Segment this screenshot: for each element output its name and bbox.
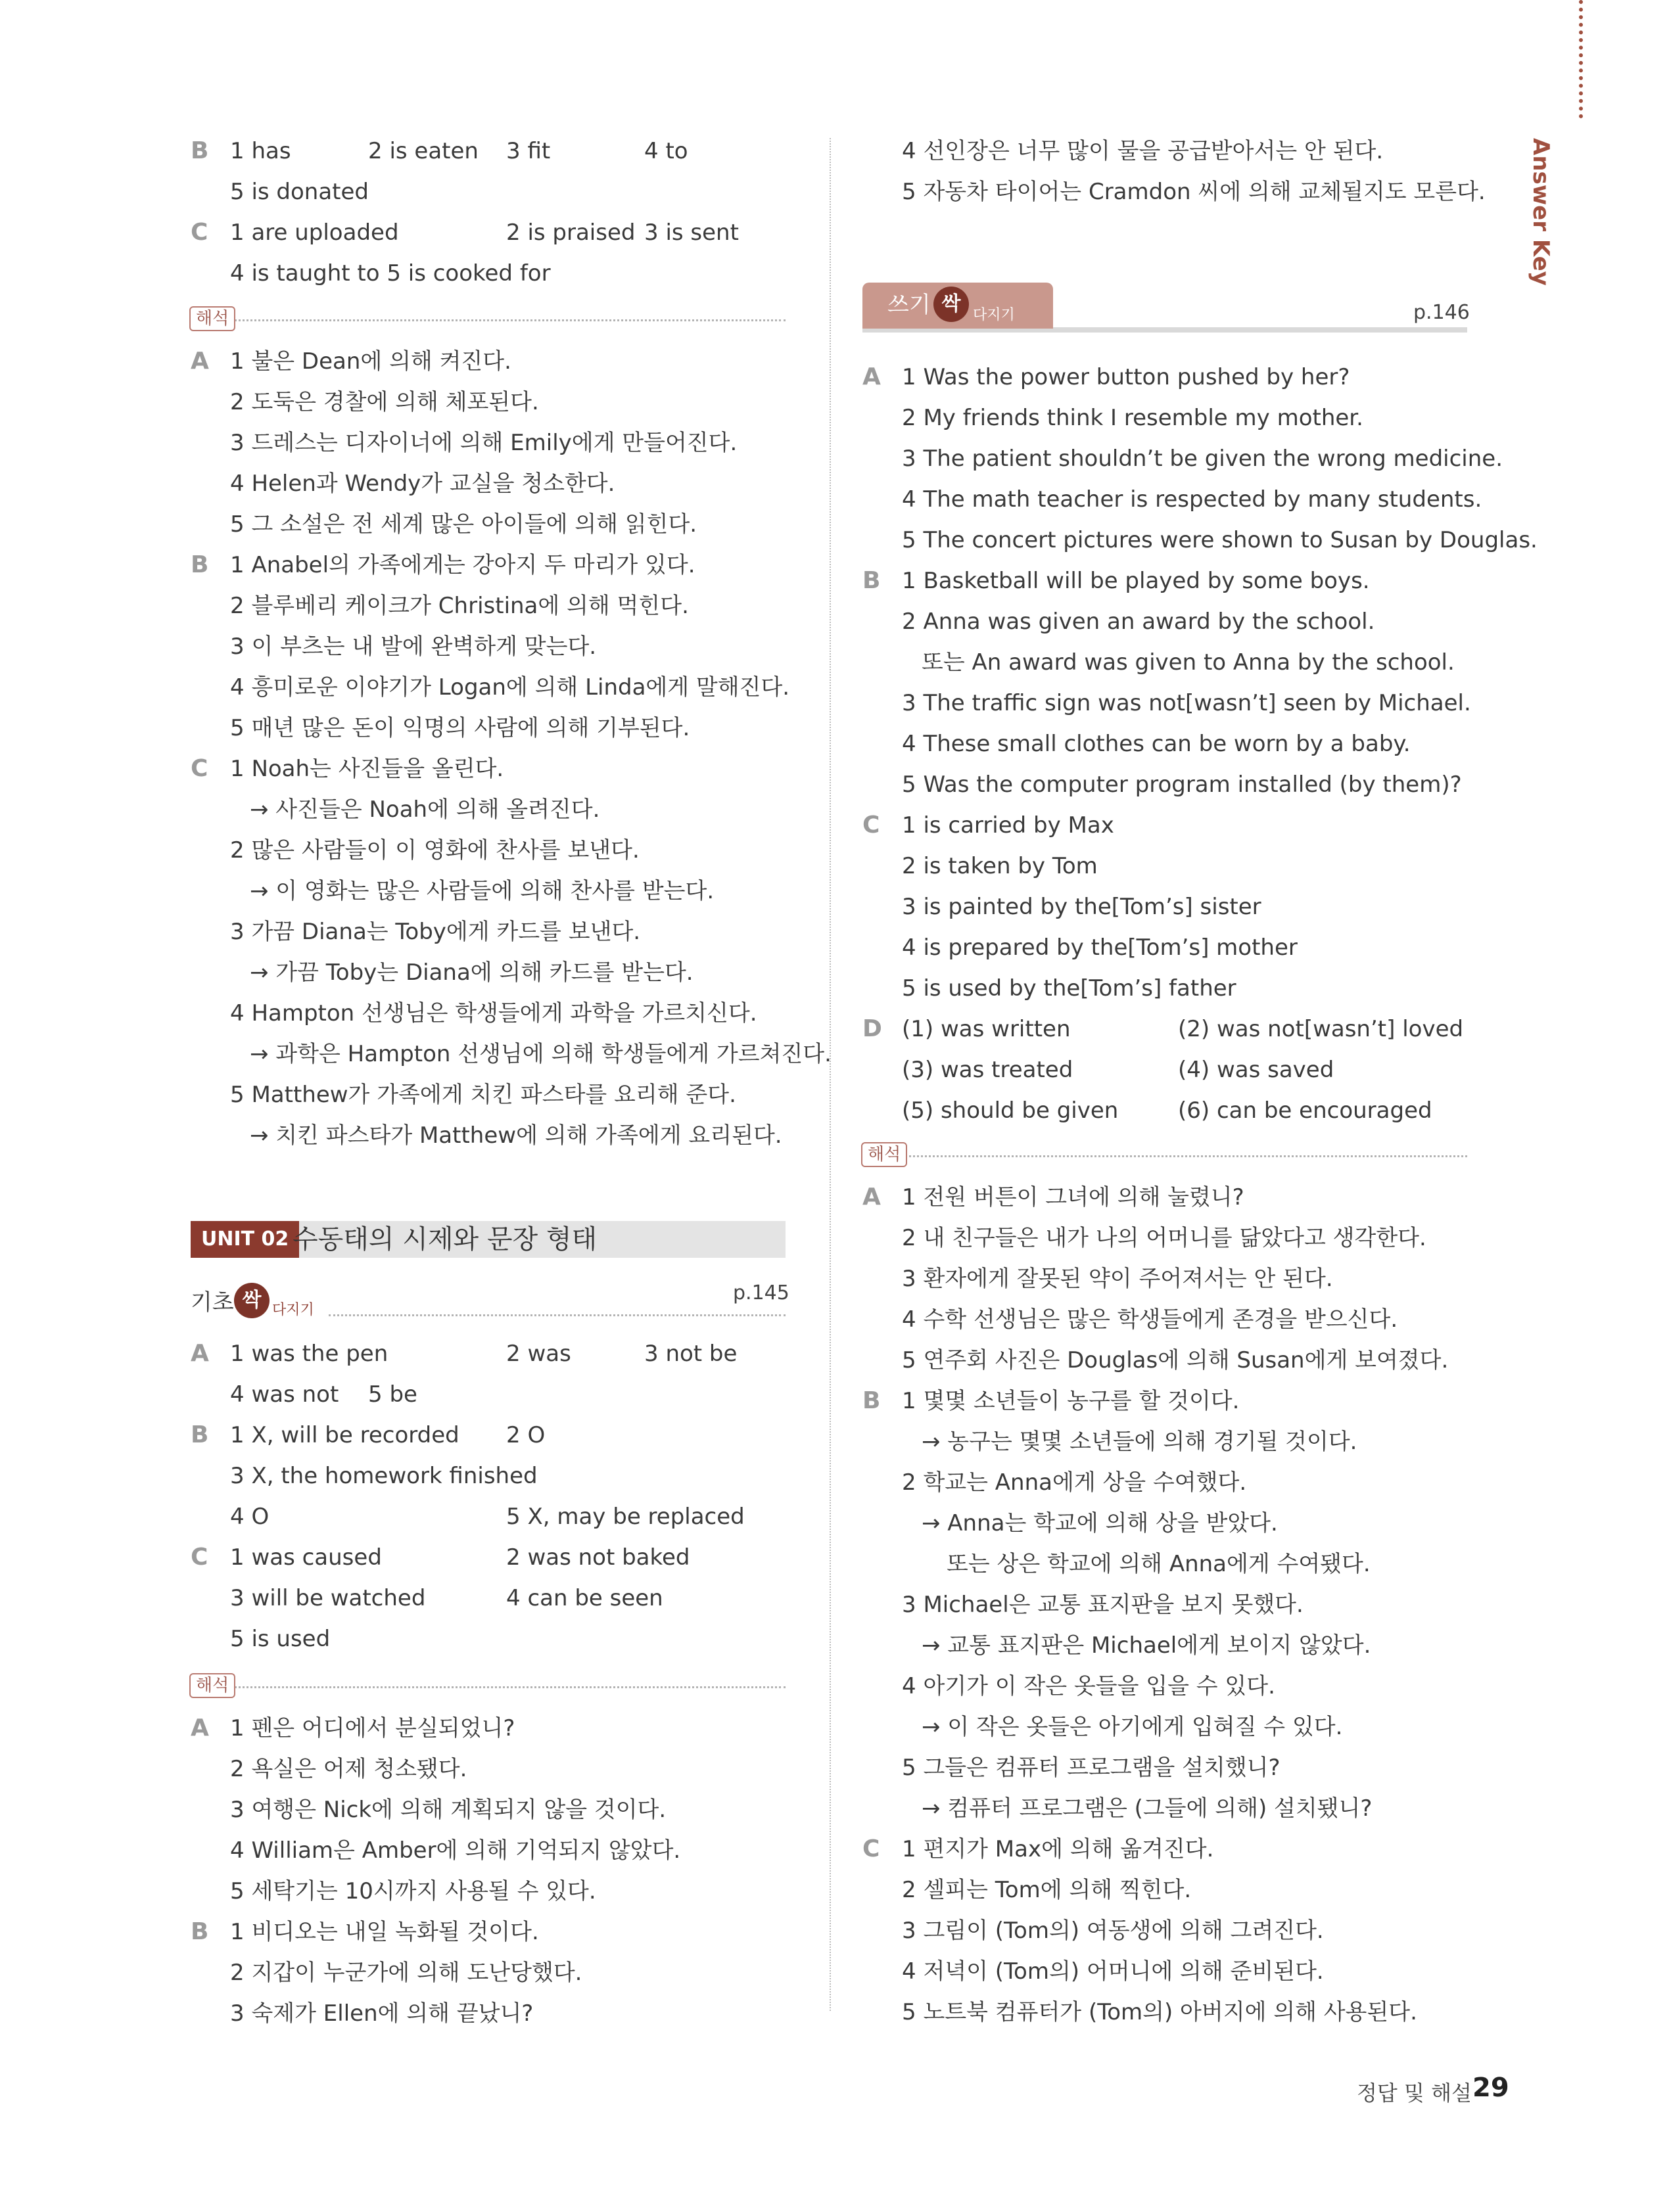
translation-line: 3 여행은 Nick에 의해 계획되지 않을 것이다.: [230, 1797, 667, 1823]
answer-item: 2 is eaten: [368, 138, 479, 164]
translation-line: 5 그들은 컴퓨터 프로그램을 설치했니?: [902, 1755, 1281, 1781]
section-letter: C: [191, 755, 208, 782]
answer-item: 5 is used: [230, 1626, 331, 1652]
translation-line: → 이 작은 옷들은 아기에게 입혀질 수 있다.: [922, 1714, 1343, 1740]
translation-line: 4 수학 선생님은 많은 학생들에게 존경을 받으신다.: [902, 1306, 1398, 1333]
translation-line: 4 William은 Amber에 의해 기억되지 않았다.: [230, 1837, 681, 1864]
translation-line: 5 세탁기는 10시까지 사용될 수 있다.: [230, 1878, 596, 1904]
answer-item: 4 is taught to 5 is cooked for: [230, 260, 551, 287]
ssak-badge: 싹: [933, 287, 969, 322]
answer-item: 5 The concert pictures were shown to Susan by Douglas.: [902, 527, 1538, 553]
section-letter: B: [191, 551, 209, 578]
translation-line: 1 불은 Dean에 의해 켜진다.: [230, 348, 511, 375]
translation-line: 5 매년 많은 돈이 익명의 사람에 의해 기부된다.: [230, 715, 690, 741]
answer-item: 4 was not: [230, 1381, 339, 1408]
section-letter: B: [862, 1387, 881, 1414]
section-letter: A: [191, 1340, 209, 1367]
answer-item: 1 are uploaded: [230, 219, 399, 246]
answer-item: (2) was not[wasn’t] loved: [1178, 1016, 1464, 1042]
haeseok-label: 해석: [189, 306, 235, 331]
answer-item: 5 Was the computer program installed (by them)?: [902, 772, 1462, 798]
answer-item: 1 has: [230, 138, 291, 164]
translation-line: → 컴퓨터 프로그램은 (그들에 의해) 설치됐니?: [922, 1795, 1373, 1822]
answer-item: 3 The traffic sign was not[wasn’t] seen by Michael.: [902, 690, 1471, 716]
translation-line: 4 선인장은 너무 많이 물을 공급받아서는 안 된다.: [902, 138, 1384, 164]
section-letter: C: [862, 812, 880, 839]
translation-line: 1 Noah는 사진들을 올린다.: [230, 756, 504, 782]
answer-item: 4 is prepared by the[Tom’s] mother: [902, 934, 1298, 961]
translation-line: 1 편지가 Max에 의해 옮겨진다.: [902, 1836, 1214, 1862]
answer-item: 4 O: [230, 1504, 270, 1530]
answer-item: 4 The math teacher is respected by many students.: [902, 486, 1482, 513]
translation-line: 1 Anabel의 가족에게는 강아지 두 마리가 있다.: [230, 552, 695, 578]
translation-line: 1 전원 버튼이 그녀에 의해 눌렸니?: [902, 1184, 1244, 1210]
answer-item: 3 is sent: [644, 219, 739, 246]
answer-item: 2 was not baked: [506, 1544, 690, 1571]
side-dotted-bar: [1579, 0, 1583, 118]
translation-line: 5 자동차 타이어는 Cramdon 씨에 의해 교체될지도 모른다.: [902, 179, 1486, 205]
answer-item: (6) can be encouraged: [1178, 1097, 1432, 1124]
answer-item: 5 is donated: [230, 179, 369, 205]
translation-line: → 이 영화는 많은 사람들에 의해 찬사를 받는다.: [250, 878, 715, 904]
answer-item: 1 was caused: [230, 1544, 382, 1571]
answer-item: 3 is painted by the[Tom’s] sister: [902, 894, 1261, 920]
translation-line: 3 그림이 (Tom의) 여동생에 의해 그려진다.: [902, 1918, 1324, 1944]
kicho-label: 기초: [191, 1289, 234, 1316]
answer-item: 2 Anna was given an award by the school.: [902, 609, 1375, 635]
answer-item: 3 X, the homework finished: [230, 1463, 538, 1489]
answer-item: 1 Basketball will be played by some boys.: [902, 568, 1370, 594]
answer-item: (4) was saved: [1178, 1057, 1334, 1083]
translation-line: 4 저녁이 (Tom의) 어머니에 의해 준비된다.: [902, 1958, 1324, 1985]
section-letter: B: [191, 1918, 209, 1945]
answer-item: 3 The patient shouldn’t be given the wrong medicine.: [902, 446, 1503, 472]
answer-item: (5) should be given: [902, 1097, 1119, 1124]
section-letter: A: [862, 363, 881, 390]
answer-item: 2 is praised: [506, 219, 636, 246]
dotted-rule: [230, 1686, 786, 1688]
answer-item: 또는 An award was given to Anna by the school.: [922, 649, 1455, 676]
translation-line: 3 드레스는 디자이너에 의해 Emily에게 만들어진다.: [230, 430, 738, 456]
answer-item: 1 Was the power button pushed by her?: [902, 364, 1350, 390]
translation-line: 3 가끔 Diana는 Toby에게 카드를 보낸다.: [230, 919, 641, 945]
answer-item: 1 X, will be recorded: [230, 1422, 459, 1448]
answer-item: 2 is taken by Tom: [902, 853, 1098, 879]
unit-title: 수동태의 시제와 문장 형태: [293, 1224, 598, 1255]
section-letter: C: [191, 1544, 208, 1571]
section-letter: A: [862, 1184, 881, 1210]
translation-line: 2 학교는 Anna에게 상을 수여했다.: [902, 1469, 1247, 1496]
translation-line: → 가끔 Toby는 Diana에 의해 카드를 받는다.: [250, 959, 693, 986]
answer-item: 1 was the pen: [230, 1341, 388, 1367]
translation-line: → Anna는 학교에 의해 상을 받았다.: [922, 1510, 1278, 1536]
answer-item: 4 can be seen: [506, 1585, 663, 1611]
translation-line: 5 Matthew가 가족에게 치킨 파스타를 요리해 준다.: [230, 1082, 736, 1108]
sseugi-label: 쓰기: [887, 292, 931, 318]
translation-line: 3 숙제가 Ellen에 의해 끝났니?: [230, 2000, 534, 2027]
page-ref: p.146: [1413, 301, 1470, 324]
section-letter: B: [191, 1421, 209, 1448]
translation-line: 2 셀피는 Tom에 의해 찍힌다.: [902, 1877, 1192, 1903]
section-letter: D: [862, 1015, 882, 1042]
translation-line: → 교통 표지판은 Michael에게 보이지 않았다.: [922, 1632, 1371, 1659]
translation-line: 2 욕실은 어제 청소됐다.: [230, 1756, 467, 1782]
answer-item: 4 These small clothes can be worn by a baby.: [902, 731, 1411, 757]
translation-line: → 농구는 몇몇 소년들에 의해 경기될 것이다.: [922, 1429, 1357, 1455]
section-letter: C: [862, 1835, 880, 1862]
page-ref: p.145: [733, 1281, 789, 1304]
answer-item: 2 O: [506, 1422, 546, 1448]
translation-line: 1 펜은 어디에서 분실되었니?: [230, 1715, 515, 1741]
translation-line: → 사진들은 Noah에 의해 올려진다.: [250, 796, 600, 823]
unit-badge: UNIT 02: [191, 1221, 299, 1258]
answer-item: (1) was written: [902, 1016, 1071, 1042]
answer-item: 1 is carried by Max: [902, 812, 1114, 839]
dotted-rule: [329, 1314, 786, 1316]
answer-item: 5 X, may be replaced: [506, 1504, 745, 1530]
section-letter: C: [191, 219, 208, 246]
dajigi-label: 다지기: [272, 1302, 314, 1318]
haeseok-label: 해석: [189, 1673, 235, 1698]
answer-item: 5 be: [368, 1381, 417, 1408]
translation-line: 2 내 친구들은 내가 나의 어머니를 닮았다고 생각한다.: [902, 1225, 1426, 1251]
page-number: 29: [1472, 2073, 1509, 2103]
answer-item: 3 not be: [644, 1341, 738, 1367]
answer-item: 2 was: [506, 1341, 571, 1367]
translation-line: → 치킨 파스타가 Matthew에 의해 가족에게 요리된다.: [250, 1122, 782, 1149]
answer-key-label: Answer Key: [1528, 138, 1554, 286]
translation-line: 5 연주회 사진은 Douglas에 의해 Susan에게 보여졌다.: [902, 1347, 1449, 1373]
section-letter: B: [862, 567, 881, 594]
column-divider: [830, 138, 831, 2011]
ssak-badge: 싹: [234, 1283, 270, 1318]
haeseok-label: 해석: [861, 1142, 907, 1167]
translation-line: 5 그 소설은 전 세계 많은 아이들에 의해 읽힌다.: [230, 511, 697, 538]
translation-line: → 과학은 Hampton 선생님에 의해 학생들에게 가르쳐진다.: [250, 1041, 832, 1067]
translation-line: 4 Hampton 선생님은 학생들에게 과학을 가르치신다.: [230, 1000, 757, 1026]
translation-line: 5 노트북 컴퓨터가 (Tom의) 아버지에 의해 사용된다.: [902, 1999, 1417, 2025]
translation-line: 3 이 부츠는 내 발에 완벽하게 맞는다.: [230, 634, 597, 660]
section-letter: A: [191, 1715, 209, 1741]
answer-item: (3) was treated: [902, 1057, 1073, 1083]
translation-line: 4 아기가 이 작은 옷들을 입을 수 있다.: [902, 1673, 1275, 1699]
translation-line: 4 흥미로운 이야기가 Logan에 의해 Linda에게 말해진다.: [230, 674, 790, 701]
dotted-rule: [902, 1155, 1467, 1157]
section-letter: B: [191, 137, 209, 164]
translation-line: 3 Michael은 교통 표지판을 보지 못했다.: [902, 1592, 1304, 1618]
answer-item: 2 My friends think I resemble my mother.: [902, 405, 1363, 431]
dajigi-label: 다지기: [973, 307, 1015, 323]
section-letter: A: [191, 348, 209, 375]
answer-item: 3 will be watched: [230, 1585, 426, 1611]
translation-line: 1 비디오는 내일 녹화될 것이다.: [230, 1919, 539, 1945]
translation-line: 4 Helen과 Wendy가 교실을 청소한다.: [230, 471, 615, 497]
translation-line: 3 환자에게 잘못된 약이 주어져서는 안 된다.: [902, 1266, 1333, 1292]
translation-line: 2 블루베리 케이크가 Christina에 의해 먹힌다.: [230, 593, 689, 619]
translation-line: 또는 상은 학교에 의해 Anna에게 수여됐다.: [947, 1551, 1371, 1577]
footer-text: 정답 및 해설: [1357, 2081, 1472, 2106]
translation-line: 1 몇몇 소년들이 농구를 할 것이다.: [902, 1388, 1240, 1414]
translation-line: 2 많은 사람들이 이 영화에 찬사를 보낸다.: [230, 837, 640, 864]
answer-item: 3 fit: [506, 138, 551, 164]
answer-item: 4 to: [644, 138, 688, 164]
translation-line: 2 지갑이 누군가에 의해 도난당했다.: [230, 1960, 582, 1986]
dotted-rule: [230, 319, 786, 321]
translation-line: 2 도둑은 경찰에 의해 체포된다.: [230, 389, 539, 415]
answer-item: 5 is used by the[Tom’s] father: [902, 975, 1236, 1002]
